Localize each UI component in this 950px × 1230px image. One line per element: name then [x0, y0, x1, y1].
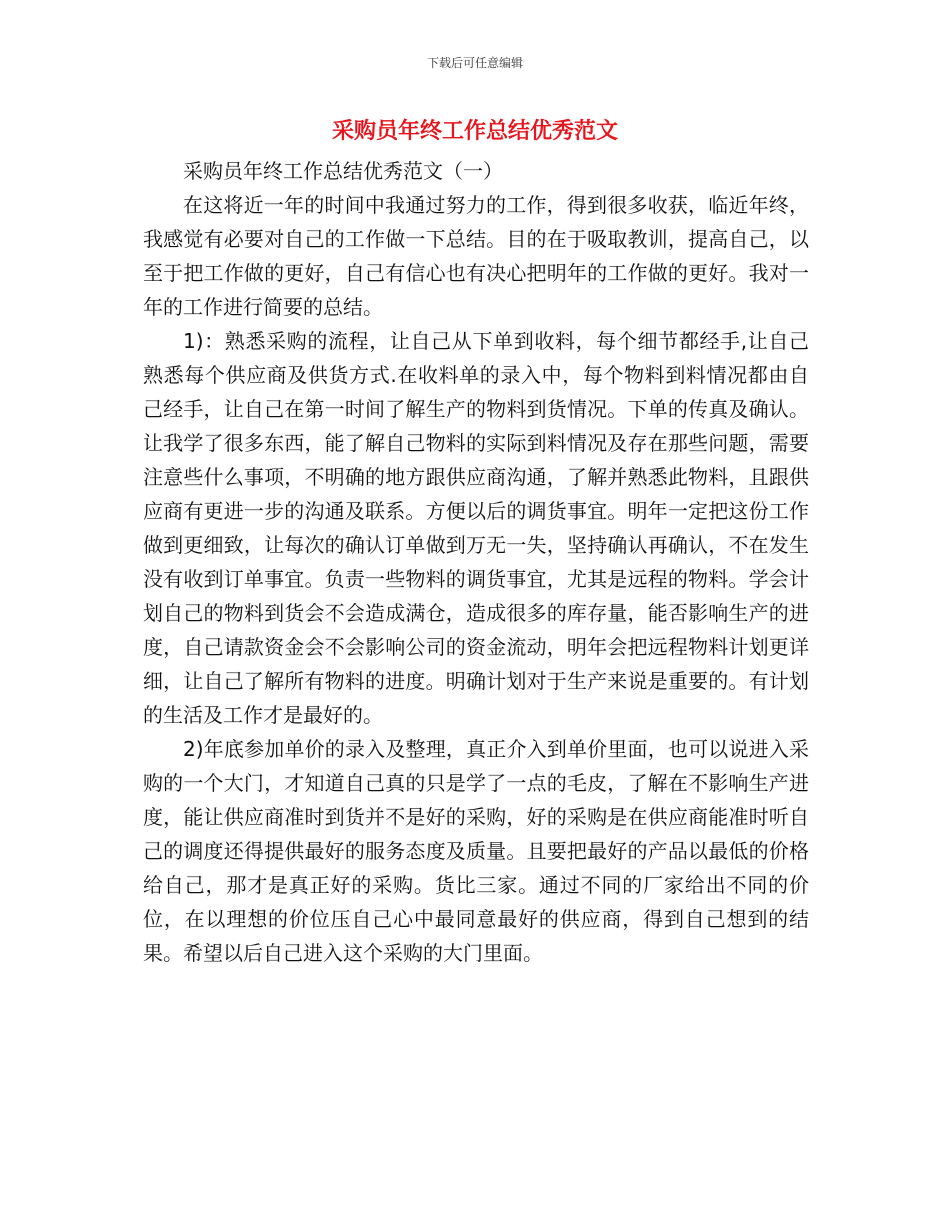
header-note: 下载后可任意编辑: [426, 56, 523, 70]
document-title: 采购员年终工作总结优秀范文: [331, 119, 618, 144]
paragraph-subtitle: 采购员年终工作总结优秀范文（一）: [183, 159, 503, 183]
paragraph-section-1: 1)：熟悉采购的流程，让自己从下单到收料，每个细节都经手,让自己熟悉每个供应商及供货方式.在收料单的录入中，每个物料到料情况都由自己经手，让自己在第一时间了解生产的物料到货情况。下单的传真及确认。让我学了很多东西，能了解自己物料的实际到料情况及存在那些问题，需要注意些什么事项，不明确的地方跟供应商沟通，了解并熟悉此物料，且跟供应商有更进一步的沟通及联系。方便以后的调货事宜。明年一定把这份工作做到更细致，让每次的确认订单做到万无一失，坚持确认再确认，不在发生没有收到订单事宜。负责一些物料的调货事宜，尤其是远程的物料。学会计划自己的物料到货会不会造成满仓，造成很多的库存量，能否影响生产的进度，自己请款资金会不会影响公司的资金流动，明年会把远程物料计划更详细，让自己了解所有物料的进度。明确计划对于生产来说是重要的。有计划的生活及工作才是最好的。: [143, 329, 809, 727]
document-body: [143, 154, 809, 970]
paragraph-intro: 在这将近一年的时间中我通过努力的工作，得到很多收获，临近年终，我感觉有必要对自己的工作做一下总结。目的在于吸取教训，提高自己，以至于把工作做的更好，自己有信心也有决心把明年的工作做的更好。我对一年的工作进行简要的总结。: [143, 193, 809, 319]
paragraph-section-2: 2)年底参加单价的录入及整理，真正介入到单价里面，也可以说进入采购的一个大门，才知道自己真的只是学了一点的毛皮，了解在不影响生产进度，能让供应商准时到货并不是好的采购，好的采购是在供应商能准时听自己的调度还得提供最好的服务态度及质量。且要把最好的产品以最低的价格给自己，那才是真正好的采购。货比三家。通过不同的厂家给出不同的价位，在以理想的价位压自己心中最同意最好的供应商，得到自己想到的结果。希望以后自己进入这个采购的大门里面。: [143, 737, 809, 965]
